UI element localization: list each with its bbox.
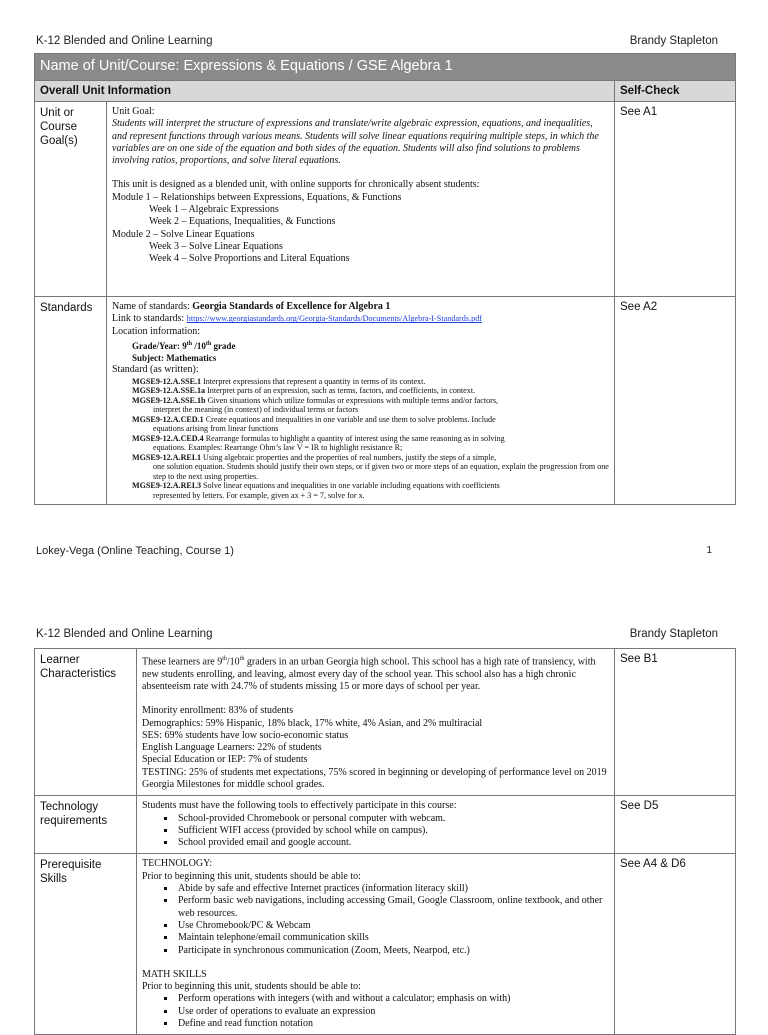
learner-stats (142, 705, 609, 791)
technology-item: ▪ School provided email and google account. (176, 837, 609, 849)
learner-stat-line: SES: 69% students have low socio-economic status (142, 729, 349, 741)
table-row (35, 854, 736, 1035)
standard-text-cont: equations. Examples: Rearrange Ohm’s law V = IR to highlight resistance R; (153, 443, 403, 453)
standards-list (112, 377, 609, 501)
module-2: Module 2 – Solve Linear Equations (112, 228, 255, 240)
prereq-math-item: ▪ Use order of operations to evaluate an expression (176, 1006, 609, 1018)
header-course-name: K-12 Blended and Online Learning (36, 628, 213, 640)
learner-description: These learners are 9th/10th graders in an urban Georgia high school. This school has a high rate of transiency, with new students enrolling, and leaving, almost every day of the school year. This school also has a high chronic absenteeism rate with 24.7% of students missing 15 or more days of school per year. (142, 656, 596, 692)
prereq-tech-item: ▪ Maintain telephone/email communication skills (176, 932, 609, 944)
standard-item (112, 481, 609, 500)
standard-text: Given situations which utilize formulas or expressions with multiple terms and/or factors, (205, 395, 498, 405)
technology-list (142, 813, 609, 850)
section-header: Overall Unit Information (35, 81, 615, 102)
header-author: Brandy Stapleton (629, 628, 718, 640)
week-2: Week 2 – Equations, Inequalities, & Functions (149, 216, 336, 228)
selfcheck-standards: See A2 (615, 297, 736, 505)
learner-content (137, 649, 615, 796)
standard-code: MGSE9-12.A.SSE.1a (132, 386, 206, 396)
standard-text-cont: equations arising from linear functions (153, 424, 279, 434)
prereq-math-item: ▪ Define and read function notation (176, 1018, 609, 1030)
goals-content (107, 102, 615, 297)
subject: Subject: Mathematics (132, 353, 217, 364)
prereq-tech-item: ▪ Participate in synchronous communication (Zoom, Meets, Nearpod, etc.) (176, 945, 609, 957)
selfcheck-goals: See A1 (615, 102, 736, 297)
unit-goal-heading: Unit Goal: (112, 106, 155, 117)
selfcheck-prereq: See A4 & D6 (615, 854, 736, 1035)
header-course-name: K-12 Blended and Online Learning (36, 35, 213, 47)
standard-code: MGSE9-12.A.SSE.1 (132, 376, 202, 386)
blended-note: This unit is designed as a blended unit, with online supports for chronically absent students: (112, 179, 480, 191)
row-label-goals: Unit or Course Goal(s) (35, 102, 107, 297)
prereq-tech-intro: Prior to beginning this unit, students should be able to: (142, 870, 361, 882)
standards-content (107, 297, 615, 505)
row-label-technology: Technology requirements (35, 796, 137, 854)
standards-name-prefix: Name of standards: (112, 301, 193, 312)
location-info: Location information: (112, 325, 201, 337)
unit-goal-text: Students will interpret the structure of expressions and translate/write algebraic expression, equations, and inequalities, and represent functions through various means. Students will solve linear equations requiring multiple steps, in which the variables are on one side of the equation and both sides of the equation. Students will also find solutions to problems involving ratios, proportions, and solve literal equations. (112, 118, 599, 167)
standard-text: Solve linear equations and inequalities in one variable including equations with coefficients (201, 481, 500, 491)
table-row (35, 796, 736, 854)
standard-item (112, 434, 609, 453)
standard-as-written: Standard (as written): (112, 364, 199, 376)
row-label-prereq: Prerequisite Skills (35, 854, 137, 1035)
prereq-tech-heading: TECHNOLOGY: (142, 858, 213, 870)
learner-stat-line: TESTING: 25% of students met expectations, 75% scored in beginning or developing of performance level on 2019 Georgia Milestones for middle school grades. (142, 766, 607, 790)
learner-stat-line: English Language Learners: 22% of students (142, 742, 322, 754)
page-header (0, 35, 768, 51)
standard-text: Create equations and inequalities in one variable and use them to solve problems. Include (203, 414, 496, 424)
table-row (35, 649, 736, 796)
prereq-math-heading: MATH SKILLS (142, 968, 207, 980)
page-footer (36, 545, 718, 557)
prereq-tech-item: ▪ Abide by safe and effective Internet practices (information literacy skill) (176, 883, 609, 895)
row-label-learner: Learner Characteristics (35, 649, 137, 796)
prereq-math-item: ▪ Perform operations with integers (with and without a calculator; emphasis on with) (176, 993, 609, 1005)
learner-stat-line: Minority enrollment: 83% of students (142, 705, 294, 717)
standards-name: Georgia Standards of Excellence for Algebra 1 (192, 301, 391, 312)
footer-text: Lokey-Vega (Online Teaching, Course 1) (36, 545, 234, 557)
standard-text: Using algebraic properties and the properties of real numbers, justify the steps of a simple, (201, 452, 497, 462)
learner-info-table (34, 648, 736, 1035)
selfcheck-technology: See D5 (615, 796, 736, 854)
technology-intro: Students must have the following tools to effectively participate in this course: (142, 800, 457, 812)
prereq-content (137, 854, 615, 1035)
standard-item (112, 386, 609, 396)
standard-item (112, 415, 609, 434)
page-number: 1 (706, 545, 712, 556)
learner-stat-line: Demographics: 59% Hispanic, 18% black, 17% white, 4% Asian, and 2% multiracial (142, 717, 483, 729)
prereq-tech-list (142, 883, 609, 957)
selfcheck-header: Self-Check (615, 81, 736, 102)
standard-code: MGSE9-12.A.REI.1 (132, 452, 202, 462)
standard-text-cont: one solution equation. Students should justify their own steps, or if given two or more steps of an equation, explain the progression from one step to the next using properties. (153, 462, 609, 481)
standard-item (112, 396, 609, 415)
standards-link[interactable]: https://www.georgiastandards.org/Georgia-Standards/Documents/Algebra-I-Standards.pdf (186, 314, 483, 324)
prereq-tech-item: ▪ Perform basic web navigations, including accessing Gmail, Google Classroom, online textbook, and other web resources. (176, 895, 609, 920)
standard-text-cont: represented by letters. For example, given ax + 3 = 7, solve for x. (153, 490, 365, 500)
unit-title: Name of Unit/Course: Expressions & Equations / GSE Algebra 1 (35, 54, 736, 81)
standard-code: MGSE9-12.A.SSE.1b (132, 395, 206, 405)
technology-item: ▪ School-provided Chromebook or personal computer with webcam. (176, 813, 609, 825)
learner-stat-line: Special Education or IEP: 7% of students (142, 754, 308, 766)
standard-text: Interpret expressions that represent a quantity in terms of its context. (201, 376, 426, 386)
unit-info-table (34, 53, 736, 505)
week-3: Week 3 – Solve Linear Equations (149, 240, 283, 252)
standard-text-cont: interpret the meaning (in context) of individual terms or factors (153, 405, 359, 415)
week-1: Week 1 – Algebraic Expressions (149, 204, 279, 216)
standard-text: Interpret parts of an expression, such as terms, factors, and coefficients, in context. (205, 386, 476, 396)
selfcheck-learner: See B1 (615, 649, 736, 796)
standard-code: MGSE9-12.A.CED.1 (132, 414, 204, 424)
grade-year: Grade/Year: 9th /10th grade (132, 340, 236, 351)
prereq-math-intro: Prior to beginning this unit, students should be able to: (142, 981, 361, 993)
standard-item (112, 377, 609, 387)
standards-link-prefix: Link to standards: (112, 313, 187, 325)
prereq-math-list (142, 993, 609, 1030)
technology-item: ▪ Sufficient WIFI access (provided by school while on campus). (176, 825, 609, 837)
week-4: Week 4 – Solve Proportions and Literal Equations (149, 253, 350, 265)
module-1: Module 1 – Relationships between Expressions, Equations, & Functions (112, 191, 402, 203)
standard-code: MGSE9-12.A.REI.3 (132, 481, 202, 491)
technology-content (137, 796, 615, 854)
page-2 (0, 580, 768, 1030)
table-row (35, 102, 736, 297)
row-label-standards: Standards (35, 297, 107, 505)
prereq-tech-item: ▪ Use Chromebook/PC & Webcam (176, 920, 609, 932)
table-row (35, 297, 736, 505)
standard-code: MGSE9-12.A.CED.4 (132, 433, 204, 443)
standard-text: Rearrange formulas to highlight a quantity of interest using the same reasoning as in solving (203, 433, 505, 443)
header-author: Brandy Stapleton (629, 35, 718, 47)
page-header (0, 628, 768, 644)
standard-item (112, 453, 609, 482)
